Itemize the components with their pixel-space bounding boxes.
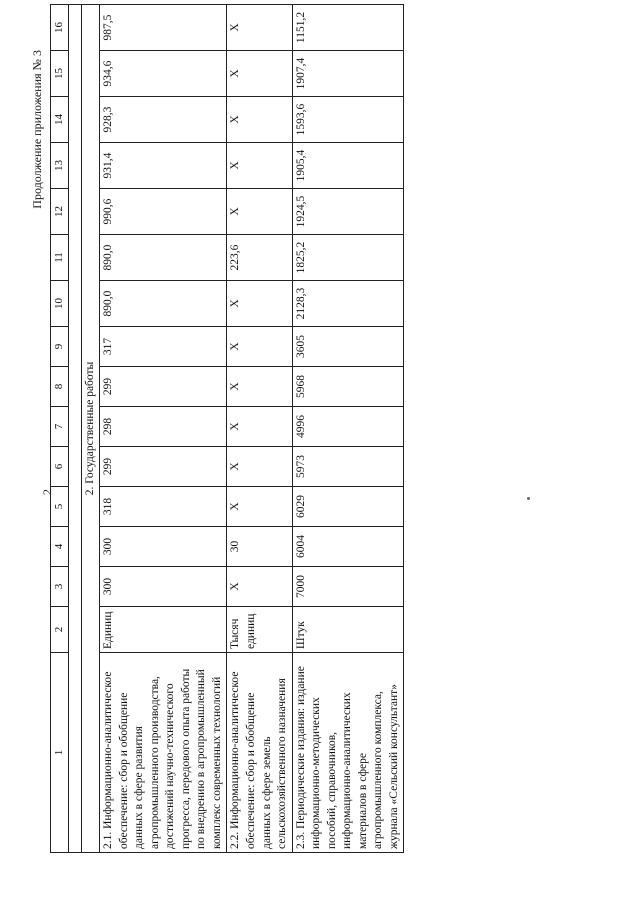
- value-cell: 1825,2: [292, 235, 404, 281]
- value-cell: 1593,6: [292, 97, 404, 143]
- column-number: 12: [51, 189, 69, 235]
- value-cell: 6004: [292, 527, 404, 567]
- value-cell: 298: [100, 407, 227, 447]
- row-unit: Штук: [292, 607, 404, 653]
- value-cell: 890,0: [100, 281, 227, 327]
- column-number: 1: [51, 653, 69, 853]
- value-cell: 931,4: [100, 143, 227, 189]
- row-unit: Тысяч единиц: [227, 607, 292, 653]
- value-cell: 7000: [292, 567, 404, 607]
- value-cell: 4996: [292, 407, 404, 447]
- value-cell: 2128,3: [292, 281, 404, 327]
- column-number: 13: [51, 143, 69, 189]
- value-cell: 6029: [292, 487, 404, 527]
- value-cell: 1907,4: [292, 51, 404, 97]
- value-cell: Х: [227, 407, 292, 447]
- value-cell: 318: [100, 487, 227, 527]
- column-number: 5: [51, 487, 69, 527]
- table-row: [227, 5, 292, 853]
- value-cell: Х: [227, 143, 292, 189]
- value-cell: Х: [227, 189, 292, 235]
- value-cell: Х: [227, 367, 292, 407]
- section-title: 2. Государственные работы: [81, 5, 100, 853]
- value-cell: 3605: [292, 327, 404, 367]
- value-cell: Х: [227, 327, 292, 367]
- row-unit: Единиц: [100, 607, 227, 653]
- column-number: 14: [51, 97, 69, 143]
- spacer-cell: [68, 5, 81, 853]
- value-cell: 990,6: [100, 189, 227, 235]
- value-cell: 300: [100, 527, 227, 567]
- column-number: 10: [51, 281, 69, 327]
- value-cell: 1905,4: [292, 143, 404, 189]
- column-number: 11: [51, 235, 69, 281]
- column-number: 6: [51, 447, 69, 487]
- value-cell: 30: [227, 527, 292, 567]
- value-cell: 928,3: [100, 97, 227, 143]
- value-cell: 299: [100, 447, 227, 487]
- column-number: 3: [51, 567, 69, 607]
- value-cell: 5973: [292, 447, 404, 487]
- column-number-row: [51, 5, 69, 853]
- row-name: 2.2. Информационно-аналитическое обеспечение: сбор и обобщение данных в сфере земель сельскохозяйственного назначения: [227, 653, 292, 853]
- column-number: 15: [51, 51, 69, 97]
- table-row: [292, 5, 404, 853]
- column-number: 2: [51, 607, 69, 653]
- value-cell: 223,6: [227, 235, 292, 281]
- column-number: 9: [51, 327, 69, 367]
- spacer-row: [68, 5, 81, 853]
- data-table: [50, 4, 404, 853]
- value-cell: 317: [100, 327, 227, 367]
- row-name: 2.3. Периодические издания: издание информационно-методических пособий, справочников, информационно-аналитических материалов в сфере агропромышленного комплекса, журнала «Сельский консультант»: [292, 653, 404, 853]
- section-row: [81, 5, 100, 853]
- scan-speck: [527, 497, 530, 500]
- column-number: 4: [51, 527, 69, 567]
- value-cell: Х: [227, 567, 292, 607]
- value-cell: 1151,2: [292, 5, 404, 51]
- value-cell: 5968: [292, 367, 404, 407]
- value-cell: Х: [227, 487, 292, 527]
- column-number: 7: [51, 407, 69, 447]
- continuation-heading: Продолжение приложения № 3: [30, 50, 44, 209]
- value-cell: 299: [100, 367, 227, 407]
- value-cell: 1924,5: [292, 189, 404, 235]
- column-number: 8: [51, 367, 69, 407]
- value-cell: Х: [227, 97, 292, 143]
- value-cell: 890,0: [100, 235, 227, 281]
- value-cell: Х: [227, 51, 292, 97]
- value-cell: Х: [227, 281, 292, 327]
- row-name: 2.1. Информационно-аналитическое обеспечение: сбор и обобщение данных в сфере развития агропромышленного производства, достижений научно-технического прогресса, передового опыта работы по внедрению в агропромышленный комплекс современных технологий: [100, 653, 227, 853]
- column-number: 16: [51, 5, 69, 51]
- value-cell: 300: [100, 567, 227, 607]
- value-cell: Х: [227, 5, 292, 51]
- sheet-number: 2: [40, 489, 54, 495]
- value-cell: 934,6: [100, 51, 227, 97]
- value-cell: 987,5: [100, 5, 227, 51]
- table-row: [100, 5, 227, 853]
- value-cell: Х: [227, 447, 292, 487]
